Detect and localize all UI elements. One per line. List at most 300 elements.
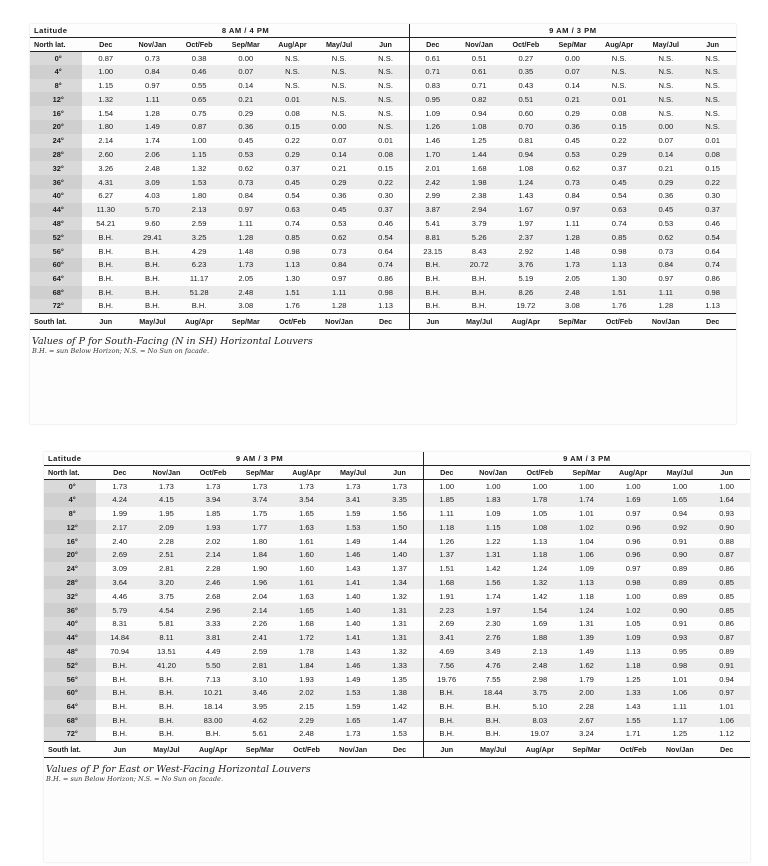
value-cell: 0.74 [362, 258, 409, 272]
value-cell: 8.03 [517, 714, 564, 728]
value-cell: 2.05 [565, 274, 580, 284]
latitude-cell: 4° [44, 493, 96, 507]
value-cell: 11.30 [82, 203, 129, 217]
value-cell: N.S. [285, 53, 300, 63]
value-cell: 5.19 [518, 274, 534, 284]
month-column-header: Sep/Mar [222, 37, 269, 51]
month-column-footer: Dec [689, 313, 736, 329]
value-cell: 1.37 [423, 548, 470, 562]
value-cell: 3.79 [471, 218, 487, 228]
value-cell: 1.56 [392, 508, 407, 518]
value-cell: 1.38 [376, 686, 423, 700]
latitude-cell: 52° [30, 230, 82, 244]
value-cell: 0.54 [285, 191, 300, 201]
value-cell: 1.43 [345, 564, 361, 574]
month-column-footer: Oct/Feb [596, 313, 643, 329]
value-cell: 3.87 [409, 203, 456, 217]
value-cell: 1.69 [532, 619, 548, 629]
value-cell: 4.29 [191, 246, 207, 256]
value-cell: 0.00 [316, 120, 363, 134]
value-cell: B.H. [485, 702, 501, 712]
value-cell: 1.00 [532, 481, 548, 491]
value-cell: N.S. [689, 65, 736, 79]
value-cell: 2.06 [129, 148, 176, 162]
value-cell: 1.41 [330, 631, 377, 645]
value-cell: B.H. [112, 729, 128, 739]
month-column-footer: Jun [423, 741, 470, 757]
value-cell: 1.67 [503, 203, 550, 217]
value-cell: 0.84 [643, 258, 690, 272]
value-cell: 2.23 [423, 603, 470, 617]
month-column-footer: Jun [409, 313, 456, 329]
table-row [30, 79, 736, 93]
value-cell: 1.18 [579, 591, 594, 601]
latitude-cell: 16° [30, 106, 82, 120]
value-cell: 0.91 [703, 658, 750, 672]
value-cell: 0.22 [285, 136, 300, 146]
value-cell: 0.73 [331, 246, 347, 256]
value-cell: 0.74 [689, 258, 736, 272]
value-cell: 1.08 [456, 120, 503, 134]
value-cell: 1.18 [423, 520, 470, 534]
value-cell: 1.40 [345, 619, 361, 629]
latitude-cell: 40° [30, 189, 82, 203]
value-cell: 0.14 [643, 148, 690, 162]
value-cell: 0.53 [658, 218, 674, 228]
value-cell: 0.21 [549, 92, 596, 106]
table-row [30, 92, 736, 106]
north-lat-heading: North lat. [44, 465, 96, 479]
value-cell: 2.76 [470, 631, 517, 645]
value-cell: 0.98 [611, 246, 627, 256]
value-cell: 0.29 [269, 148, 316, 162]
month-column-header: Jun [689, 37, 736, 51]
value-cell: 1.90 [252, 564, 268, 574]
value-cell: 20.72 [456, 258, 503, 272]
table-row [44, 479, 750, 493]
north-lat-heading: North lat. [30, 37, 82, 51]
table-row [30, 120, 736, 134]
value-cell: 3.41 [423, 631, 470, 645]
month-column-footer: Sep/Mar [236, 741, 283, 757]
value-cell: 1.72 [283, 631, 330, 645]
month-column-header: Sep/Mar [549, 37, 596, 51]
value-cell: N.S. [362, 120, 409, 134]
value-cell: 0.45 [565, 136, 580, 146]
value-cell: 2.60 [82, 148, 129, 162]
value-cell: 1.74 [563, 493, 610, 507]
value-cell: 0.97 [625, 508, 641, 518]
latitude-cell: 44° [44, 631, 96, 645]
value-cell: 2.46 [190, 576, 237, 590]
value-cell: 1.77 [236, 520, 283, 534]
value-cell: B.H. [112, 702, 128, 712]
value-cell: 1.06 [703, 714, 750, 728]
value-cell: 1.73 [299, 481, 314, 491]
value-cell: 3.64 [96, 576, 143, 590]
value-cell: 3.20 [143, 576, 190, 590]
month-column-header: Nov/Jan [143, 465, 190, 479]
value-cell: 0.53 [222, 148, 269, 162]
right-time-group: 9 AM / 3 PM [409, 24, 736, 37]
value-cell: 2.14 [98, 136, 114, 146]
latitude-cell: 64° [44, 700, 96, 714]
value-cell: 0.89 [719, 646, 734, 656]
value-cell: 0.89 [672, 591, 688, 601]
value-cell: 0.37 [689, 203, 736, 217]
table-row [44, 631, 750, 645]
value-cell: 1.80 [252, 536, 268, 546]
value-cell: 3.75 [517, 686, 564, 700]
latitude-cell: 28° [30, 148, 82, 162]
value-cell: 0.86 [705, 274, 720, 284]
value-cell: 0.94 [672, 508, 688, 518]
value-cell: N.S. [378, 80, 393, 90]
month-column-footer: Jun [96, 741, 143, 757]
value-cell: 0.61 [456, 65, 503, 79]
month-column-header: Jun [376, 465, 423, 479]
value-cell: 2.40 [112, 536, 128, 546]
value-cell: 0.45 [269, 175, 316, 189]
right-time-group: 9 AM / 3 PM [423, 452, 750, 465]
value-cell: 0.96 [610, 548, 657, 562]
table-row [30, 299, 736, 313]
value-cell: 0.36 [549, 120, 596, 134]
month-column-header: Oct/Feb [503, 37, 550, 51]
value-cell: B.H. [82, 258, 129, 272]
value-cell: 0.00 [643, 120, 690, 134]
value-cell: 2.14 [236, 603, 283, 617]
value-cell: 0.89 [657, 576, 704, 590]
value-cell: 1.32 [82, 92, 129, 106]
value-cell: 0.07 [331, 136, 347, 146]
value-cell: 2.17 [96, 520, 143, 534]
month-column-header: May/Jul [330, 465, 377, 479]
value-cell: 1.31 [376, 631, 423, 645]
value-cell: 1.32 [392, 646, 407, 656]
value-cell: 0.22 [689, 175, 736, 189]
value-cell: 1.28 [222, 230, 269, 244]
table-row [44, 645, 750, 659]
value-cell: 2.13 [532, 646, 548, 656]
table-row [30, 175, 736, 189]
value-cell: 1.28 [549, 230, 596, 244]
value-cell: 1.13 [596, 258, 643, 272]
month-column-header: Dec [423, 465, 470, 479]
latitude-cell: 28° [44, 576, 96, 590]
latitude-cell: 64° [30, 272, 82, 286]
value-cell: 1.11 [316, 286, 363, 300]
value-cell: 0.71 [409, 65, 456, 79]
month-column-footer: May/Jul [143, 741, 190, 757]
table-row [30, 134, 736, 148]
value-cell: 2.04 [252, 591, 268, 601]
value-cell: 4.15 [143, 493, 190, 507]
value-cell: 1.61 [283, 576, 330, 590]
value-cell: 0.97 [658, 274, 674, 284]
value-cell: B.H. [409, 272, 456, 286]
value-cell: 0.91 [672, 619, 688, 629]
value-cell: 5.70 [129, 203, 176, 217]
value-cell: 0.07 [658, 136, 674, 146]
value-cell: 2.92 [518, 246, 534, 256]
value-cell: 4.31 [82, 175, 129, 189]
value-cell: 1.73 [345, 729, 361, 739]
value-cell: 0.51 [503, 92, 550, 106]
value-cell: 0.54 [611, 191, 627, 201]
table-row [44, 576, 750, 590]
value-cell: 0.14 [565, 80, 580, 90]
value-cell: 2.09 [143, 520, 190, 534]
value-cell: B.H. [98, 246, 114, 256]
latitude-cell: 24° [44, 562, 96, 576]
value-cell: 1.60 [283, 548, 330, 562]
value-cell: 0.90 [657, 548, 704, 562]
value-cell: 1.71 [625, 729, 641, 739]
value-cell: N.S. [331, 53, 347, 63]
value-cell: 0.46 [705, 218, 720, 228]
month-column-header: Dec [409, 37, 456, 51]
value-cell: 0.71 [471, 80, 487, 90]
value-cell: N.S. [658, 80, 674, 90]
table-row [30, 244, 736, 258]
value-cell: 1.83 [470, 493, 517, 507]
latitude-cell: 16° [44, 534, 96, 548]
value-cell: 0.90 [657, 603, 704, 617]
value-cell: 2.28 [205, 564, 221, 574]
value-cell: 1.84 [236, 548, 283, 562]
value-cell: 0.54 [689, 230, 736, 244]
value-cell: B.H. [145, 246, 160, 256]
value-cell: 2.00 [563, 686, 610, 700]
table-row [44, 672, 750, 686]
latitude-cell: 68° [44, 714, 96, 728]
value-cell: 1.84 [283, 658, 330, 672]
latitude-cell: 52° [44, 658, 96, 672]
month-column-header: Dec [82, 37, 129, 51]
table-row [30, 65, 736, 79]
value-cell: 0.90 [703, 520, 750, 534]
value-cell: 2.30 [485, 619, 501, 629]
value-cell: 1.48 [238, 246, 254, 256]
value-cell: 2.48 [145, 163, 160, 173]
value-cell: 0.73 [222, 175, 269, 189]
latitude-cell: 56° [30, 244, 82, 258]
value-cell: 1.53 [330, 520, 377, 534]
value-cell: 1.73 [222, 258, 269, 272]
value-cell: 0.98 [689, 286, 736, 300]
value-cell: 3.46 [236, 686, 283, 700]
value-cell: 0.86 [378, 274, 393, 284]
value-cell: 1.11 [423, 507, 470, 521]
value-cell: 0.93 [657, 631, 704, 645]
latitude-cell: 32° [44, 589, 96, 603]
value-cell: N.S. [316, 92, 363, 106]
value-cell: 0.94 [719, 674, 734, 684]
value-cell: 1.68 [471, 163, 487, 173]
value-cell: 4.69 [423, 645, 470, 659]
value-cell: 0.45 [238, 136, 254, 146]
value-cell: 1.13 [269, 258, 316, 272]
value-cell: N.S. [689, 120, 736, 134]
value-cell: 1.02 [563, 520, 610, 534]
value-cell: 4.46 [112, 591, 128, 601]
value-cell: 1.09 [610, 631, 657, 645]
month-column-footer: Oct/Feb [610, 741, 657, 757]
value-cell: 6.27 [98, 191, 114, 201]
value-cell: 0.73 [658, 246, 674, 256]
latitude-cell: 20° [44, 548, 96, 562]
value-cell: 1.13 [705, 301, 720, 311]
latitude-cell: 60° [30, 258, 82, 272]
table-row [44, 589, 750, 603]
value-cell: 1.34 [376, 576, 423, 590]
value-cell: 3.26 [98, 163, 114, 173]
value-cell: 0.64 [705, 246, 720, 256]
value-cell: 2.41 [236, 631, 283, 645]
value-cell: 1.73 [392, 481, 407, 491]
month-column-header: May/Jul [316, 37, 363, 51]
table-row [30, 272, 736, 286]
value-cell: 1.62 [563, 658, 610, 672]
value-cell: 2.59 [191, 218, 207, 228]
table-row [44, 727, 750, 741]
month-column-footer: May/Jul [456, 313, 503, 329]
value-cell: 1.01 [719, 702, 734, 712]
value-cell: 0.85 [703, 576, 750, 590]
value-cell: 1.15 [176, 148, 223, 162]
value-cell: 2.99 [409, 189, 456, 203]
value-cell: 5.81 [159, 619, 174, 629]
latitude-cell: 48° [30, 217, 82, 231]
value-cell: B.H. [143, 714, 190, 728]
value-cell: 0.96 [610, 520, 657, 534]
value-cell: 0.74 [611, 218, 627, 228]
value-cell: 0.01 [596, 92, 643, 106]
value-cell: 2.81 [159, 564, 174, 574]
month-column-footer: Aug/Apr [190, 741, 237, 757]
table-row [30, 161, 736, 175]
value-cell: 3.35 [376, 493, 423, 507]
value-cell: 0.55 [191, 80, 207, 90]
value-cell: 4.62 [236, 714, 283, 728]
table-caption: Values of P for South-Facing (N in SH) Horizontal Louvers [32, 335, 313, 347]
table-note: B.H. = sun Below Horizon; N.S. = No Sun on facade. [46, 774, 224, 783]
value-cell: 1.80 [191, 191, 207, 201]
month-column-footer: Sep/Mar [222, 313, 269, 329]
value-cell: 0.30 [378, 191, 393, 201]
month-column-header: May/Jul [657, 465, 704, 479]
value-cell: N.S. [689, 92, 736, 106]
value-cell: 1.24 [503, 175, 550, 189]
value-cell: 1.31 [470, 548, 517, 562]
value-cell: 8.26 [503, 286, 550, 300]
table-row [44, 658, 750, 672]
value-cell: 0.60 [518, 108, 534, 118]
month-column-header: Jun [362, 37, 409, 51]
month-column-footer: Aug/Apr [503, 313, 550, 329]
value-cell: 5.50 [190, 658, 237, 672]
value-cell: 1.25 [672, 729, 688, 739]
value-cell: N.S. [331, 80, 347, 90]
value-cell: 3.10 [252, 674, 268, 684]
value-cell: 2.26 [252, 619, 268, 629]
month-column-footer: Oct/Feb [269, 313, 316, 329]
value-cell: 1.13 [378, 301, 393, 311]
value-cell: 1.64 [703, 493, 750, 507]
value-cell: 0.93 [719, 508, 734, 518]
value-cell: 0.36 [331, 191, 347, 201]
value-cell: 10.21 [190, 686, 237, 700]
value-cell: 0.01 [705, 136, 720, 146]
value-cell: 1.69 [610, 493, 657, 507]
value-cell: 0.29 [643, 175, 690, 189]
value-cell: 1.47 [376, 714, 423, 728]
value-cell: 0.53 [331, 218, 347, 228]
value-cell: 51.28 [176, 286, 223, 300]
value-cell: 1.49 [579, 646, 594, 656]
value-cell: 8.31 [112, 619, 128, 629]
value-cell: N.S. [643, 92, 690, 106]
value-cell: 1.46 [409, 134, 456, 148]
value-cell: 1.70 [409, 148, 456, 162]
value-cell: 3.75 [159, 591, 174, 601]
value-cell: 1.00 [672, 481, 688, 491]
value-cell: 0.96 [625, 536, 641, 546]
value-cell: 0.97 [145, 80, 160, 90]
month-column-header: Aug/Apr [610, 465, 657, 479]
value-cell: 0.36 [658, 191, 674, 201]
month-column-footer: Sep/Mar [549, 313, 596, 329]
value-cell: 2.51 [143, 548, 190, 562]
value-cell: 0.84 [316, 258, 363, 272]
latitude-cell: 72° [30, 299, 82, 313]
value-cell: 0.22 [362, 175, 409, 189]
value-cell: 3.95 [252, 702, 268, 712]
value-cell: 7.56 [423, 658, 470, 672]
value-cell: 1.18 [517, 548, 564, 562]
value-cell: 11.17 [189, 274, 209, 284]
value-cell: 1.05 [625, 619, 641, 629]
value-cell: 1.50 [376, 520, 423, 534]
value-cell: 2.05 [238, 274, 254, 284]
left-time-group: 9 AM / 3 PM [235, 453, 284, 463]
month-column-header: Nov/Jan [456, 37, 503, 51]
value-cell: 1.85 [205, 508, 221, 518]
value-cell: B.H. [96, 714, 143, 728]
value-cell: 1.65 [330, 714, 377, 728]
value-cell: 4.54 [143, 603, 190, 617]
value-cell: 1.63 [299, 591, 314, 601]
table-row [30, 51, 736, 65]
value-cell: 0.21 [658, 163, 674, 173]
value-cell: 1.17 [657, 714, 704, 728]
month-column-footer: Dec [362, 313, 409, 329]
value-cell: 0.97 [549, 203, 596, 217]
value-cell: 8.11 [143, 631, 190, 645]
latitude-cell: 0° [30, 51, 82, 65]
value-cell: 0.91 [672, 536, 688, 546]
month-column-footer: Dec [703, 741, 750, 757]
value-cell: 5.10 [532, 702, 548, 712]
value-cell: 1.11 [672, 702, 687, 712]
value-cell: 0.37 [362, 203, 409, 217]
value-cell: B.H. [205, 729, 221, 739]
value-cell: 4.03 [145, 191, 160, 201]
value-cell: B.H. [471, 274, 487, 284]
table-sheet-east-west-facing [44, 452, 750, 862]
value-cell: 1.97 [470, 603, 517, 617]
